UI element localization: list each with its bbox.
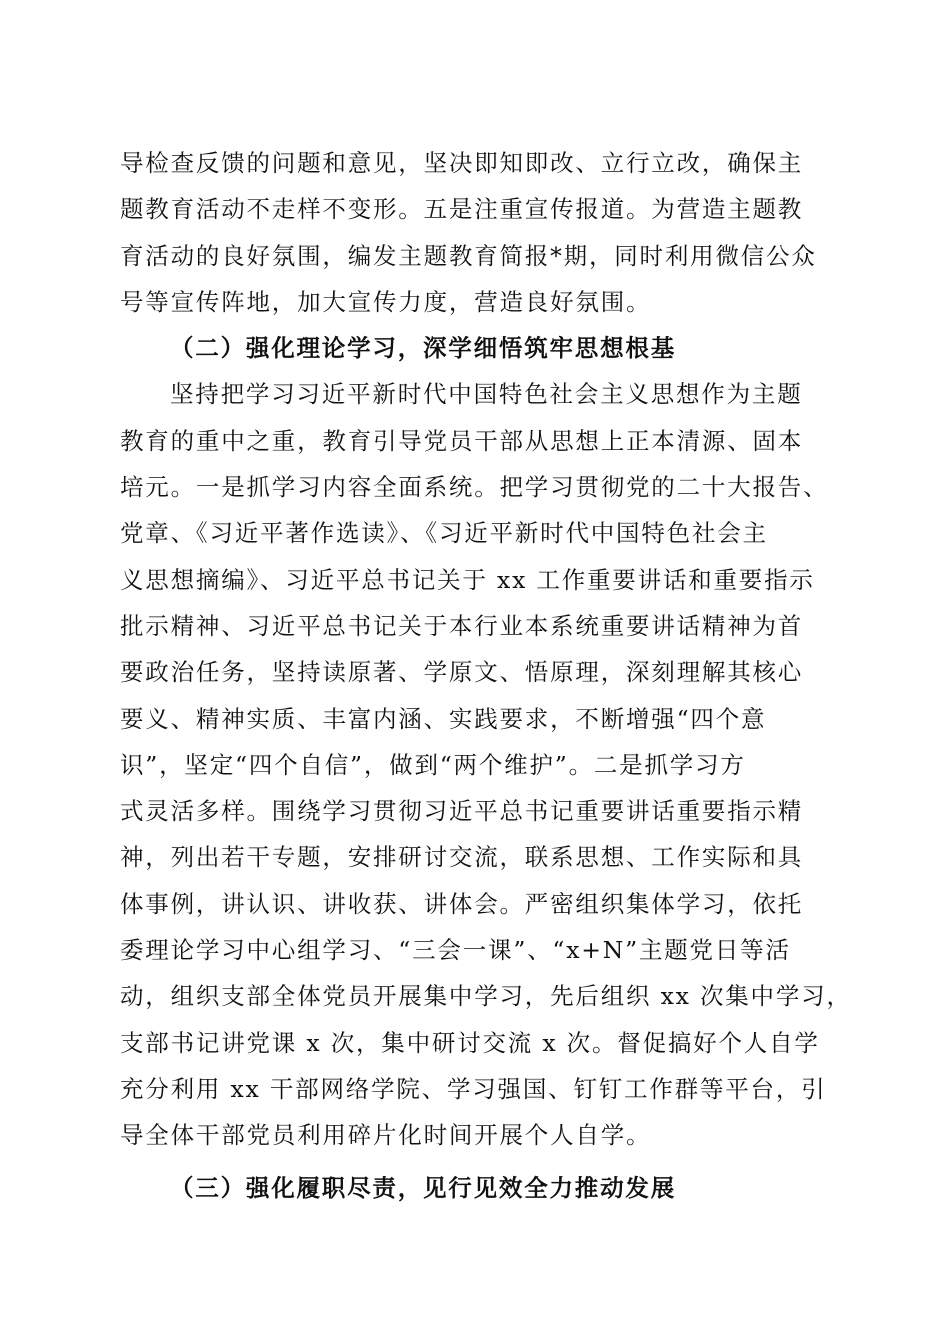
text-line: 神，列出若干专题，安排研讨交流，联系思想、工作实际和具 xyxy=(120,843,804,872)
text-line: 号等宣传阵地，加大宣传力度，营造良好氛围。 xyxy=(120,287,652,316)
text-line: 培元。一是抓学习内容全面系统。把学习贯彻党的二十大报告、 xyxy=(120,473,829,502)
text-line: 动，组织支部全体党员开展集中学习，先后组织 xx 次集中学习， xyxy=(120,982,852,1011)
text-line: 题教育活动不走样不变形。五是注重宣传报道。为营造主题教 xyxy=(120,195,804,224)
text-line: 识”，坚定“四个自信”，做到“两个维护”。二是抓学习方 xyxy=(120,750,746,779)
text-line: 教育的重中之重，教育引导党员干部从思想上正本清源、固本 xyxy=(120,426,804,455)
text-line: 坚持把学习习近平新时代中国特色社会主义思想作为主题 xyxy=(170,380,803,409)
section-heading-3: （三）强化履职尽责，见行见效全力推动发展 xyxy=(170,1173,676,1202)
text-line: 充分利用 xx 干部网络学院、学习强国、钉钉工作群等平台，引 xyxy=(120,1074,827,1103)
text-line: 要义、精神实质、丰富内涵、实践要求，不断增强“四个意 xyxy=(120,704,767,733)
text-line: 导全体干部党员利用碎片化时间开展个人自学。 xyxy=(120,1121,652,1150)
paragraph-1 xyxy=(120,140,832,325)
text-line: 式灵活多样。围绕学习贯彻习近平总书记重要讲话重要指示精 xyxy=(120,797,804,826)
text-line: 批示精神、习近平总书记关于本行业本系统重要讲话精神为首 xyxy=(120,611,804,640)
text-line: 支部书记讲党课 x 次，集中研讨交流 x 次。督促搞好个人自学 xyxy=(120,1028,820,1057)
section-heading-2: （二）强化理论学习，深学细悟筑牢思想根基 xyxy=(170,334,676,363)
document-body xyxy=(120,140,852,1211)
text-line: 体事例，讲认识、讲收获、讲体会。严密组织集体学习，依托 xyxy=(120,889,804,918)
text-line: 育活动的良好氛围，编发主题教育简报*期，同时利用微信公众 xyxy=(120,241,817,270)
text-line: 委理论学习中心组学习、“三会一课”、“x+N”主题党日等活 xyxy=(120,936,791,965)
text-line: 导检查反馈的问题和意见，坚决即知即改、立行立改，确保主 xyxy=(120,149,804,177)
text-line: 要政治任务，坚持读原著、学原文、悟原理，深刻理解其核心 xyxy=(120,658,804,687)
text-line: 义思想摘编》、习近平总书记关于 xx 工作重要讲话和重要指示 xyxy=(120,565,815,594)
paragraph-2 xyxy=(120,371,852,1158)
text-line: 党章、《习近平著作选读》、《习近平新时代中国特色社会主 xyxy=(120,519,768,548)
